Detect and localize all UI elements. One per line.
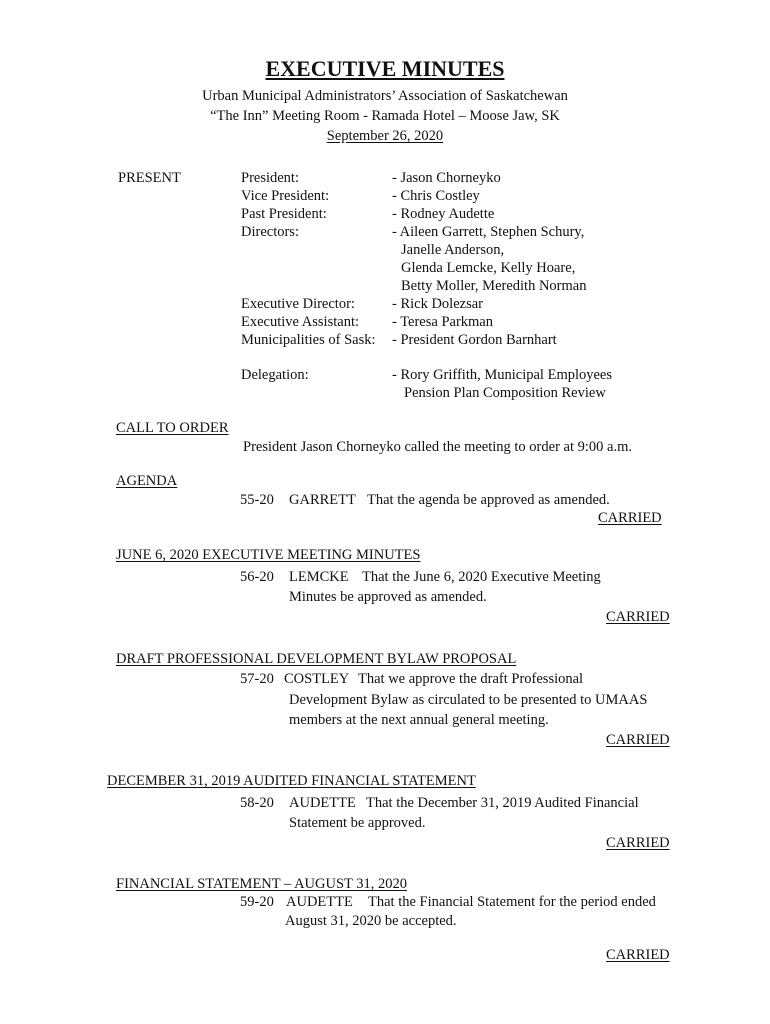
motion-number: 56-20: [240, 569, 274, 585]
section-heading: DRAFT PROFESSIONAL DEVELOPMENT BYLAW PROPOSAL: [116, 651, 517, 667]
name-directors-line-1: - Aileen Garrett, Stephen Schury,: [392, 224, 585, 240]
motion-mover: AUDETTE: [289, 795, 356, 811]
present-heading: PRESENT: [118, 170, 181, 186]
motion-mover: GARRETT: [289, 492, 356, 508]
motion-text: That we approve the draft Professional: [358, 671, 584, 687]
role-president: President:: [241, 170, 299, 186]
motion-text: Development Bylaw as circulated to be presented to UMAAS: [289, 692, 648, 708]
motion-number: 55-20: [240, 492, 274, 508]
name-municipalities-of-sask: - President Gordon Barnhart: [392, 332, 557, 348]
name-delegation-line-1: - Rory Griffith, Municipal Employees: [392, 367, 613, 383]
motion-text: That the Financial Statement for the period ended: [368, 894, 656, 910]
motion-text: That the December 31, 2019 Audited Financial: [366, 795, 639, 811]
name-delegation-line-2: Pension Plan Composition Review: [404, 385, 606, 401]
name-directors-line-3: Glenda Lemcke, Kelly Hoare,: [401, 260, 576, 276]
role-executive-director: Executive Director:: [241, 296, 355, 312]
section-heading: AGENDA: [116, 473, 178, 489]
role-municipalities-of-sask: Municipalities of Sask:: [241, 332, 376, 348]
motion-result: CARRIED: [606, 609, 670, 625]
name-directors-line-4: Betty Moller, Meredith Norman: [401, 278, 587, 294]
role-delegation: Delegation:: [241, 367, 309, 383]
motion-result: CARRIED: [606, 835, 670, 851]
motion-result: CARRIED: [598, 510, 662, 526]
motion-text: August 31, 2020 be accepted.: [285, 913, 457, 929]
page-title: EXECUTIVE MINUTES: [265, 56, 505, 81]
motion-text: That the agenda be approved as amended.: [367, 492, 610, 508]
name-directors-line-2: Janelle Anderson,: [401, 242, 505, 258]
role-vice-president: Vice President:: [241, 188, 330, 204]
meeting-location: “The Inn” Meeting Room - Ramada Hotel – Moose Jaw, SK: [210, 108, 560, 124]
role-directors: Directors:: [241, 224, 299, 240]
section-heading: JUNE 6, 2020 EXECUTIVE MEETING MINUTES: [116, 547, 421, 563]
motion-result: CARRIED: [606, 947, 670, 963]
call-to-order-heading: CALL TO ORDER: [116, 420, 229, 436]
motion-text: members at the next annual general meeting.: [289, 712, 549, 728]
role-executive-assistant: Executive Assistant:: [241, 314, 359, 330]
motion-number: 57-20: [240, 671, 274, 687]
call-to-order-text: President Jason Chorneyko called the meeting to order at 9:00 a.m.: [243, 439, 632, 455]
motion-text: Minutes be approved as amended.: [289, 589, 487, 605]
meeting-date: September 26, 2020: [326, 128, 444, 144]
motion-mover: COSTLEY: [284, 671, 350, 687]
motion-result: CARRIED: [606, 732, 670, 748]
motion-mover: AUDETTE: [286, 894, 353, 910]
role-past-president: Past President:: [241, 206, 327, 222]
motion-number: 58-20: [240, 795, 274, 811]
name-executive-director: - Rick Dolezsar: [392, 296, 483, 312]
name-executive-assistant: - Teresa Parkman: [392, 314, 493, 330]
section-heading: FINANCIAL STATEMENT – AUGUST 31, 2020: [116, 876, 407, 892]
motion-text: That the June 6, 2020 Executive Meeting: [362, 569, 601, 585]
section-heading: DECEMBER 31, 2019 AUDITED FINANCIAL STATEMENT: [107, 773, 476, 789]
motion-text: Statement be approved.: [289, 815, 426, 831]
motion-number: 59-20: [240, 894, 274, 910]
organization-name: Urban Municipal Administrators’ Association of Saskatchewan: [202, 88, 568, 104]
name-vice-president: - Chris Costley: [392, 188, 480, 204]
motion-mover: LEMCKE: [289, 569, 349, 585]
name-past-president: - Rodney Audette: [392, 206, 495, 222]
name-president: - Jason Chorneyko: [392, 170, 501, 186]
